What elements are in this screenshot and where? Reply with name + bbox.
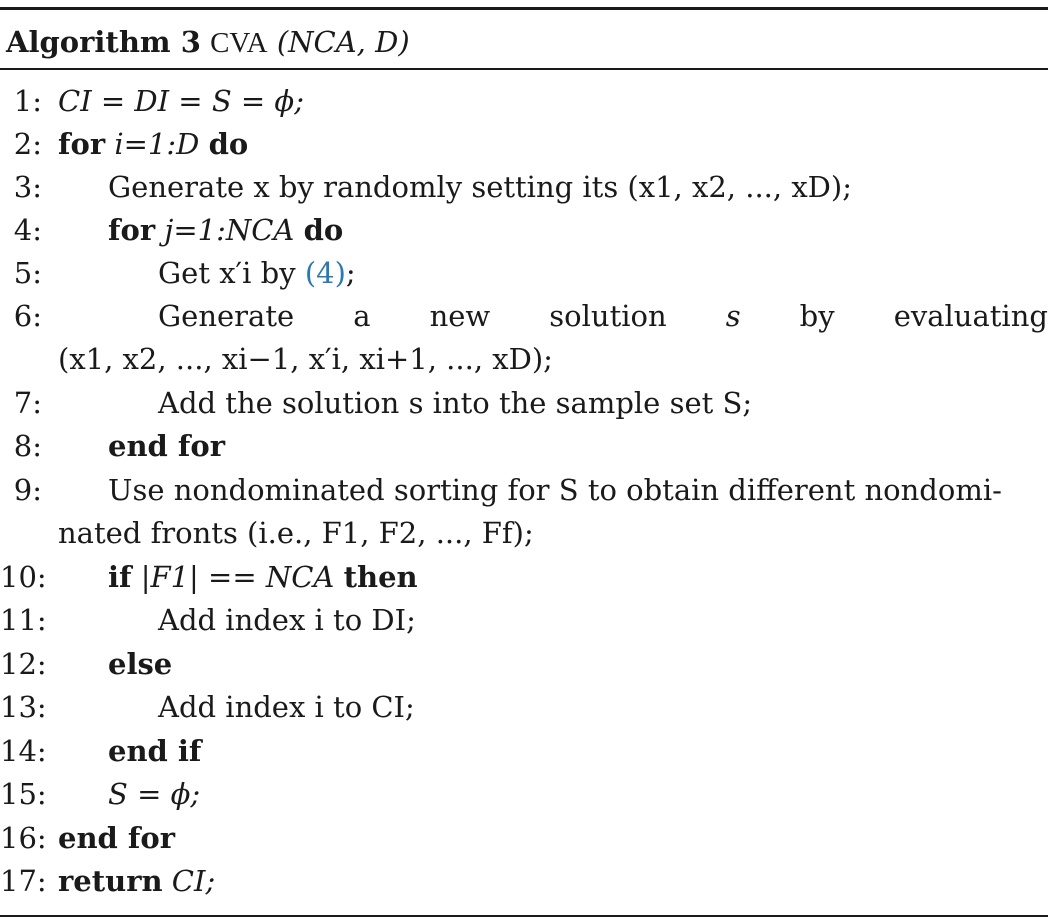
line-text: Add index i to CI; bbox=[158, 690, 415, 724]
keyword-end-if: end if bbox=[108, 734, 202, 768]
line-number: 16: bbox=[0, 821, 47, 855]
algo-line-14 bbox=[0, 731, 1048, 771]
line-text: Use nondominated sorting for S to obtain different nondomi- bbox=[108, 473, 1002, 507]
line-number: 3: bbox=[13, 170, 42, 204]
algo-line-3 bbox=[0, 167, 1048, 207]
algo-line-4 bbox=[0, 210, 1048, 250]
line-number: 10: bbox=[0, 560, 47, 594]
line-body bbox=[158, 253, 356, 293]
keyword-do: do bbox=[303, 213, 344, 247]
algo-line-2 bbox=[0, 124, 1048, 164]
keyword-do: do bbox=[208, 127, 249, 161]
line-word: s bbox=[725, 299, 741, 333]
caption-name: CVA bbox=[210, 27, 268, 59]
algo-line-7 bbox=[0, 383, 1048, 423]
line-number: 8: bbox=[13, 429, 42, 463]
caption-keyword: Algorithm 3 bbox=[6, 25, 201, 59]
line-number: 12: bbox=[0, 647, 47, 681]
line-text: |F1| == NCA bbox=[140, 560, 335, 594]
algo-line-16 bbox=[0, 818, 1048, 858]
line-number: 17: bbox=[0, 864, 47, 898]
algo-line-12 bbox=[0, 644, 1048, 684]
keyword-return: return bbox=[58, 864, 163, 898]
line-text: Add index i to DI; bbox=[158, 603, 416, 637]
line-number: 13: bbox=[0, 690, 47, 724]
line-text: i=1:D bbox=[114, 127, 200, 161]
keyword-if: if bbox=[108, 560, 132, 594]
caption-args: (NCA, D) bbox=[276, 25, 410, 59]
line-word: by bbox=[799, 299, 835, 333]
line-number: 4: bbox=[13, 213, 42, 247]
keyword-end-for: end for bbox=[108, 429, 226, 463]
algo-line-6-continued bbox=[0, 339, 1048, 379]
line-body bbox=[58, 861, 215, 901]
line-text: Generate x by randomly setting its (x1, x2, ..., xD); bbox=[108, 170, 853, 204]
caption-rule bbox=[0, 68, 1048, 70]
line-text: Add the solution s into the sample set S; bbox=[158, 386, 753, 420]
line-number: 1: bbox=[13, 84, 42, 118]
line-tail: ; bbox=[345, 256, 356, 290]
line-number: 5: bbox=[13, 256, 42, 290]
line-word: Generate bbox=[158, 299, 295, 333]
line-number: 6: bbox=[13, 299, 42, 333]
algo-line-8 bbox=[0, 426, 1048, 466]
line-number: 11: bbox=[0, 603, 47, 637]
line-body bbox=[58, 124, 248, 164]
bottom-rule bbox=[0, 915, 1048, 917]
keyword-end-for: end for bbox=[58, 821, 176, 855]
algo-line-6 bbox=[0, 296, 1048, 336]
line-text: CI = DI = S = ϕ; bbox=[58, 84, 304, 118]
algo-line-17 bbox=[0, 861, 1048, 901]
algorithm-caption bbox=[6, 24, 410, 61]
line-text: nated fronts (i.e., F1, F2, ..., Ff); bbox=[58, 516, 534, 550]
keyword-then: then bbox=[343, 560, 418, 594]
line-word: solution bbox=[549, 299, 667, 333]
line-text: j=1:NCA bbox=[164, 213, 295, 247]
line-text: (x1, x2, ..., xi−1, x′i, xi+1, ..., xD); bbox=[58, 342, 553, 376]
top-rule bbox=[0, 7, 1048, 10]
algo-line-5 bbox=[0, 253, 1048, 293]
line-number: 14: bbox=[0, 734, 47, 768]
keyword-for: for bbox=[108, 213, 156, 247]
algo-line-9 bbox=[0, 470, 1048, 510]
algo-line-10 bbox=[0, 557, 1048, 597]
line-text: CI; bbox=[171, 864, 216, 898]
line-word: evaluating bbox=[893, 299, 1048, 333]
line-word: new bbox=[429, 299, 491, 333]
algo-line-13 bbox=[0, 687, 1048, 727]
algo-line-15 bbox=[0, 774, 1048, 814]
line-word: a bbox=[353, 299, 371, 333]
line-text: S = ϕ; bbox=[108, 777, 201, 811]
equation-reference-link[interactable]: (4) bbox=[304, 256, 346, 290]
line-number: 9: bbox=[13, 473, 42, 507]
line-body bbox=[108, 210, 343, 250]
algo-line-11 bbox=[0, 600, 1048, 640]
line-body bbox=[158, 296, 1048, 336]
line-text: Get x′i by bbox=[158, 256, 296, 290]
algo-line-1 bbox=[0, 81, 1048, 121]
line-body bbox=[108, 557, 418, 597]
line-number: 2: bbox=[13, 127, 42, 161]
keyword-else: else bbox=[108, 647, 173, 681]
line-number: 15: bbox=[0, 777, 47, 811]
algo-line-9-continued bbox=[0, 513, 1048, 553]
line-number: 7: bbox=[13, 386, 42, 420]
keyword-for: for bbox=[58, 127, 106, 161]
